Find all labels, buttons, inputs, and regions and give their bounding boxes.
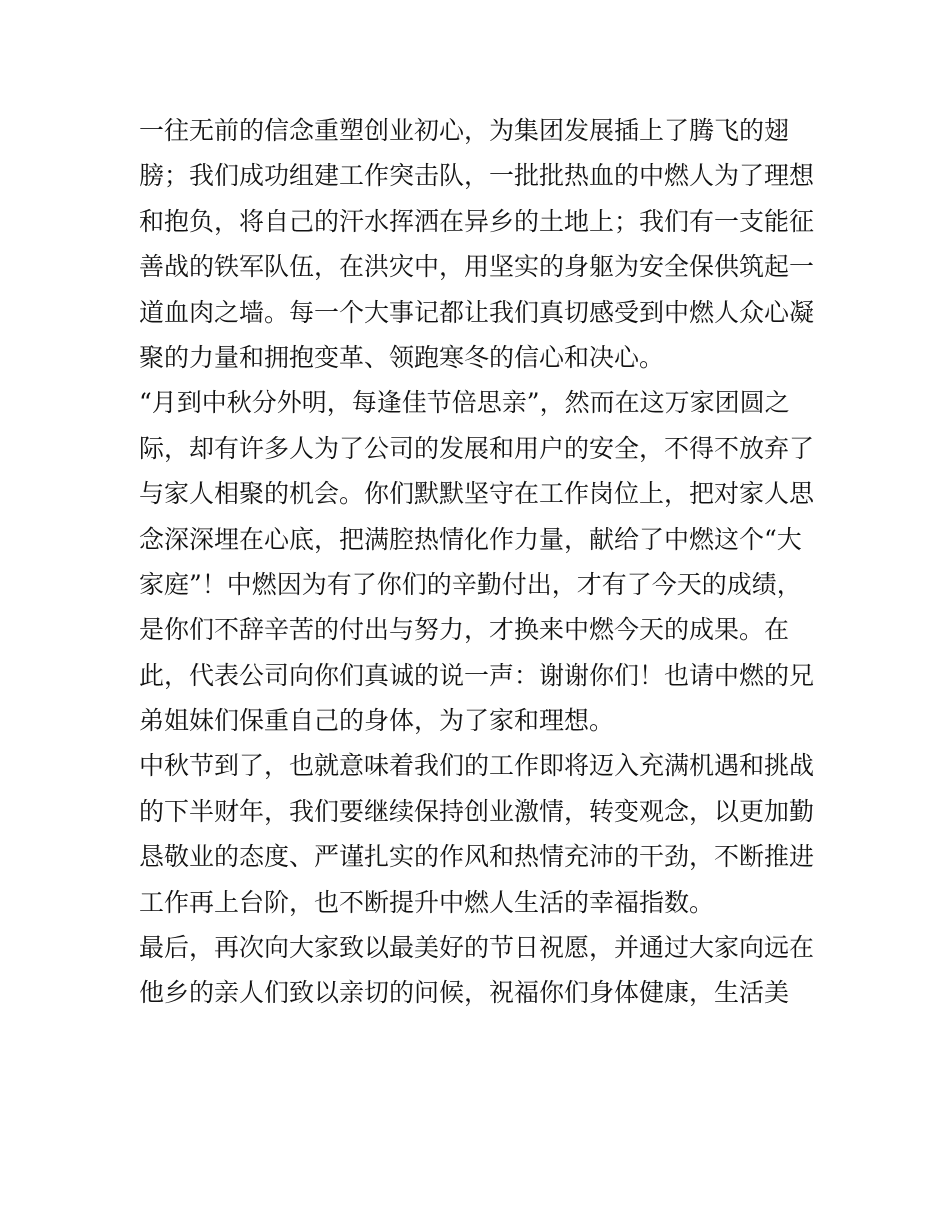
- text-line: 是你们不辞辛苦的付出与努力，才换来中燃今天的成果。在: [139, 615, 790, 645]
- text-line: 聚的力量和拥抱变革、领跑寒冬的信心和决心。: [139, 342, 665, 372]
- text-line: 中秋节到了，也就意味着我们的工作即将迈入充满机遇和挑战: [139, 751, 815, 781]
- text-line: 膀；我们成功组建工作突击队，一批批热血的中燃人为了理想: [139, 161, 815, 191]
- text-line: 他乡的亲人们致以亲切的问候，祝福你们身体健康，生活美: [139, 978, 790, 1008]
- text-line: 与家人相聚的机会。你们默默坚守在工作岗位上，把对家人思: [139, 479, 815, 509]
- text-line: 此，代表公司向你们真诚的说一声：谢谢你们！也请中燃的兄: [139, 660, 815, 690]
- text-line: 善战的铁军队伍，在洪灾中，用坚实的身躯为安全保供筑起一: [139, 252, 815, 282]
- text-line: 工作再上台阶，也不断提升中燃人生活的幸福指数。: [139, 887, 715, 917]
- text-line: 道血肉之墙。每一个大事记都让我们真切感受到中燃人众心凝: [139, 297, 815, 327]
- text-line: 念深深埋在心底，把满腔热情化作力量，献给了中燃这个“大: [139, 524, 802, 554]
- text-line: 弟姐妹们保重自己的身体，为了家和理想。: [139, 706, 615, 736]
- text-line: 的下半财年，我们要继续保持创业激情，转变观念，以更加勤: [139, 796, 815, 826]
- text-line: 恳敬业的态度、严谨扎实的作风和热情充沛的干劲，不断推进: [139, 842, 815, 872]
- text-line: 和抱负，将自己的汗水挥洒在异乡的土地上；我们有一支能征: [139, 206, 815, 236]
- text-line: “月到中秋分外明，每逢佳节倍思亲”，然而在这万家团圆之: [139, 388, 790, 418]
- body-text: [139, 108, 819, 1016]
- text-line: 最后，再次向大家致以最美好的节日祝愿，并通过大家向远在: [139, 933, 815, 963]
- text-line: 际，却有许多人为了公司的发展和用户的安全，不得不放弃了: [139, 433, 815, 463]
- text-line: 家庭”！中燃因为有了你们的辛勤付出，才有了今天的成绩，: [139, 569, 802, 599]
- text-line: 一往无前的信念重塑创业初心，为集团发展插上了腾飞的翅: [139, 116, 790, 145]
